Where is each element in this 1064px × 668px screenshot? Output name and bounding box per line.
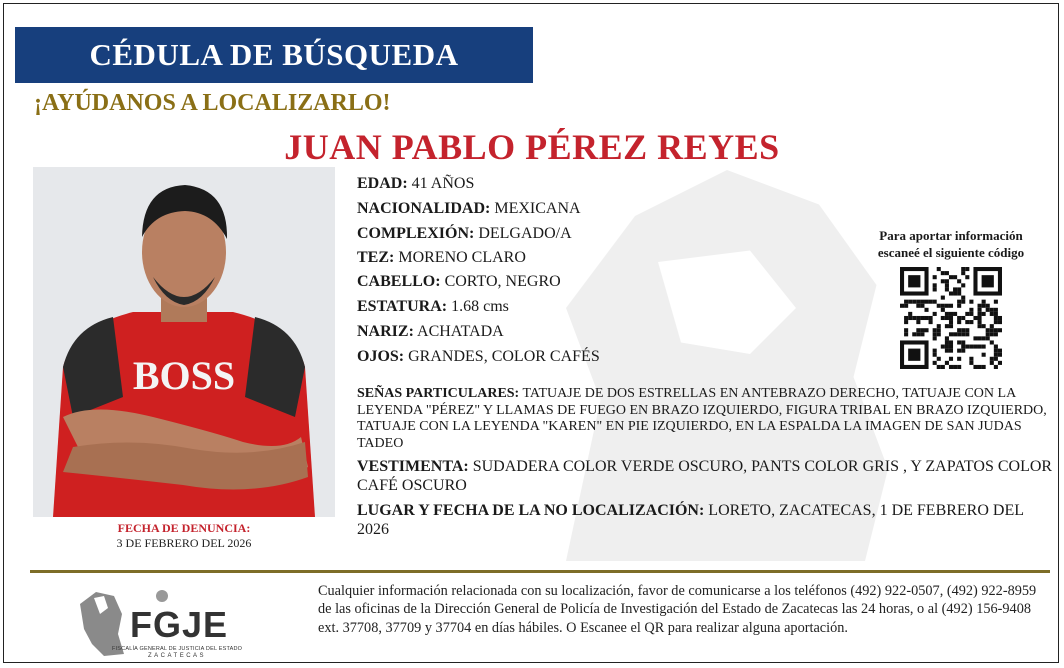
field-eyes: OJOS: GRANDES, COLOR CAFÉS	[357, 348, 600, 365]
field-skin: TEZ: MORENO CLARO	[357, 249, 526, 266]
logo-subtitle: FISCALÍA GENERAL DE JUSTICIA DEL ESTADO	[112, 646, 243, 652]
field-place-date: LUGAR Y FECHA DE LA NO LOCALIZACIÓN: LORETO, ZACATECAS, 1 DE FEBRERO DEL 2026	[357, 502, 1024, 538]
report-date: 3 DE FEBRERO DEL 2026	[116, 536, 252, 550]
divider-line	[30, 570, 1050, 573]
qr-code[interactable]	[900, 267, 1002, 369]
field-nose: NARIZ: ACHATADA	[357, 323, 504, 340]
missing-person-poster	[3, 3, 1059, 663]
field-nationality: NACIONALIDAD: MEXICANA	[357, 200, 581, 217]
field-clothing: VESTIMENTA: SUDADERA COLOR VERDE OSCURO, PANTS COLOR GRIS , Y ZAPATOS COLOR CAFÉ OSCURO	[357, 458, 1053, 494]
person-name: JUAN PABLO PÉREZ REYES	[284, 127, 780, 167]
logo-subtitle-state: ZACATECAS	[148, 653, 207, 659]
subtitle: ¡AYÚDANOS A LOCALIZARLO!	[34, 90, 391, 116]
person-photo	[33, 167, 335, 517]
shirt-text: BOSS	[132, 353, 236, 398]
qr-caption: Para aportar información escaneé el siguiente código	[877, 228, 1025, 260]
field-age: EDAD: 41 AÑOS	[357, 175, 475, 192]
contact-text: Cualquier información relacionada con su localización, favor de comunicarse a los teléfonos (492) 922-0507, (492) 922-8959 de las oficinas de la Dirección General de Policía de Investigación del Estado de Zacatecas las 24 horas, o al (492) 156-9408 ext. 37708, 37709 y 37704 en días hábiles. O Escanee el QR para realizar alguna aportación.	[318, 583, 1037, 636]
field-hair: CABELLO: CORTO, NEGRO	[357, 273, 561, 290]
logo-text: FGJE	[130, 604, 229, 645]
header-title: CÉDULA DE BÚSQUEDA	[15, 27, 533, 83]
field-distinguishing-marks: SEÑAS PARTICULARES: TATUAJE DE DOS ESTRELLAS EN ANTEBRAZO DERECHO, TATUAJE CON LA LEYENDA "PÉREZ" Y LLAMAS DE FUEGO EN BRAZO IZQUIERDO, FIGURA TRIBAL EN BRAZO IZQUIERDO, TATUAJE CON LA LEYENDA "KAREN" EN PIE IZQUIERDO, EN LA ESPALDA LA IMAGEN DE SAN JUDAS TADEO	[357, 386, 1047, 451]
field-build: COMPLEXIÓN: DELGADO/A	[357, 225, 572, 242]
report-label: FECHA DE DENUNCIA:	[117, 521, 251, 535]
field-height: ESTATURA: 1.68 cms	[357, 298, 509, 315]
